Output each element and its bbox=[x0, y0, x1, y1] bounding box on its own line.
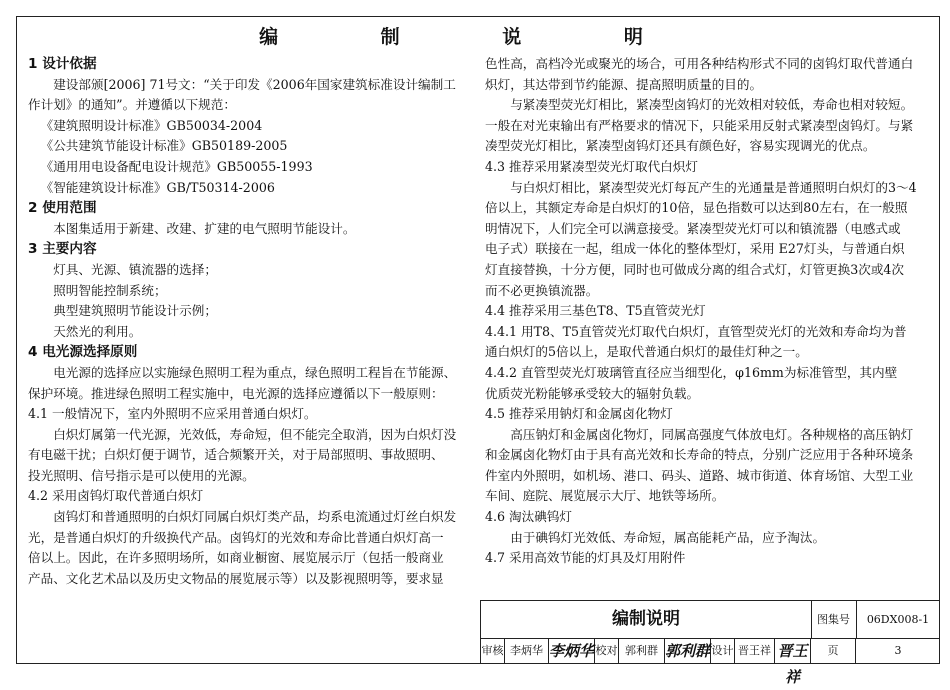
s43-line: 明情况下，人们完全可以满意接受。紧凑型荧光灯可以和镇流器（电感式或 bbox=[485, 220, 901, 236]
s441-line: 4.4.1 用T8、T5直管荧光灯取代白炽灯，直管型荧光灯的光效和寿命均为普 bbox=[485, 323, 907, 339]
s42-line: 倍以上。因此，在许多照明场所，如商业橱窗、展览展示厅（包括一般商业 bbox=[28, 550, 444, 566]
s45-line: 和金属卤化物灯由于具有高光效和长寿命的特点，分别广泛应用于各种环境条 bbox=[485, 447, 914, 463]
section-4-4-heading: 4.4 推荐采用三基色T8、T5直管荧光灯 bbox=[485, 303, 706, 319]
section-3-heading: 3 主要内容 bbox=[28, 241, 97, 258]
standard-item: 《通用用电设备配电设计规范》GB50055-1993 bbox=[40, 158, 313, 174]
designer-signature: 晋王祥 bbox=[775, 638, 811, 664]
s46-text: 由于碘钨灯光效低、寿命短，属高能耗产品，应予淘汰。 bbox=[510, 529, 826, 545]
s3-item: 照明智能控制系统； bbox=[53, 282, 167, 298]
s3-item: 灯具、光源、镇流器的选择； bbox=[53, 261, 217, 277]
s43-line: 倍以上，其额定寿命是白炽灯的10倍，显色指数可以达到80左右，在一般照 bbox=[485, 200, 908, 216]
s1-line: 作计划》的通知”。并遵循以下规范： bbox=[28, 97, 236, 113]
s42-line: 光，是普通白炽灯的升级换代产品。卤钨灯的光效和寿命比普通白炽灯高一 bbox=[28, 529, 444, 545]
title-block bbox=[480, 600, 939, 686]
s442-line: 优质荧光粉能够承受较大的辐射负载。 bbox=[485, 385, 700, 401]
standard-item: 《建筑照明设计标准》GB50034-2004 bbox=[40, 117, 263, 133]
check-label: 校对 bbox=[595, 638, 619, 664]
p2-line: 凑型荧光灯相比，紧凑型卤钨灯还具有颜色好，容易实现调光的优点。 bbox=[485, 138, 876, 154]
s442-line: 4.4.2 直管型荧光灯玻璃管直径应当细型化，φ16mm为标准管型，其内壁 bbox=[485, 364, 898, 380]
s3-item: 典型建筑照明节能设计示例； bbox=[53, 303, 217, 319]
title-block-row-1 bbox=[481, 601, 939, 639]
p1-line: 炽灯，其达带到节约能源、提高照明质量的目的。 bbox=[485, 76, 763, 92]
design-label: 设计 bbox=[711, 638, 735, 664]
checker-signature: 郭利群 bbox=[665, 638, 711, 664]
s45-line: 件室内外照明，如机场、港口、码头、道路、城市街道、体育场馆、大型工业 bbox=[485, 467, 914, 483]
title-block-name: 编制说明 bbox=[481, 601, 812, 638]
page-number: 3 bbox=[894, 644, 902, 657]
title-block-row-2 bbox=[481, 638, 939, 686]
reviewer-name: 李炳华 bbox=[505, 638, 549, 664]
section-1-heading: 1 设计依据 bbox=[28, 56, 97, 72]
section-4-7-heading: 4.7 采用高效节能的灯具及灯用附件 bbox=[485, 550, 686, 566]
s45-line: 高压钠灯和金属卤化物灯，同属高强度气体放电灯。各种规格的高压钠灯 bbox=[510, 426, 914, 442]
s43-line: 与白炽灯相比，紧凑型荧光灯每瓦产生的光通量是普通照明白炽灯的3～4 bbox=[510, 179, 917, 195]
page-label: 页 bbox=[811, 638, 856, 664]
review-label: 审核 bbox=[481, 638, 505, 664]
s4-line: 电光源的选择应以实施绿色照明工程为重点，绿色照明工程旨在节能源、 bbox=[53, 364, 457, 380]
designer-name: 晋王祥 bbox=[735, 638, 775, 664]
page-title: 编 制 说 明 bbox=[259, 26, 691, 48]
section-4-1-heading: 4.1 一般情况下，室内外照明不应采用普通白炽灯。 bbox=[28, 406, 317, 422]
s43-line: 电子式）联接在一起，组成一体化的整体型灯，采用 E27灯头，与普通白炽 bbox=[485, 241, 905, 257]
section-4-6-heading: 4.6 淘汰碘钨灯 bbox=[485, 509, 573, 525]
s441-line: 通白炽灯的5倍以上，是取代普通白炽灯的最佳灯种之一。 bbox=[485, 344, 808, 360]
section-4-3-heading: 4.3 推荐采用紧凑型荧光灯取代白炽灯 bbox=[485, 158, 698, 174]
section-4-heading: 4 电光源选择原则 bbox=[28, 344, 138, 361]
p2-line: 与紧凑型荧光灯相比，紧凑型卤钨灯的光效相对较低，寿命也相对较短。 bbox=[510, 97, 914, 113]
atlas-label: 图集号 bbox=[811, 601, 857, 638]
standard-item: 《智能建筑设计标准》GB/T50314-2006 bbox=[40, 179, 275, 195]
s3-item: 天然光的利用。 bbox=[53, 323, 142, 339]
s42-line: 卤钨灯和普通照明的白炽灯同属白炽灯类产品，均系电流通过灯丝白炽发 bbox=[53, 509, 457, 525]
atlas-number: 06DX008-1 bbox=[866, 613, 930, 626]
s43-line: 而不必更换镇流器。 bbox=[485, 282, 599, 298]
s2-text: 本图集适用于新建、改建、扩建的电气照明节能设计。 bbox=[53, 220, 356, 236]
s41-line: 有电磁干扰；白炽灯便于调节，适合频繁开关，对于局部照明、事故照明、 bbox=[28, 447, 444, 463]
right-column bbox=[485, 54, 931, 569]
s42-line: 产品、文化艺术品以及历史文物品的展览展示等）以及影视照明等，要求显 bbox=[28, 570, 444, 586]
s45-line: 车间、庭院、展览展示大厅、地铁等场所。 bbox=[485, 488, 725, 504]
section-2-heading: 2 使用范围 bbox=[28, 200, 97, 217]
p1-line: 色性高，高档冷光或聚光的场合，可用各种结构形式不同的卤钨灯取代普通白 bbox=[485, 56, 914, 71]
s4-line: 保护环境。推进绿色照明工程实施中，电光源的选择应遵循以下一般原则： bbox=[28, 385, 444, 401]
reviewer-signature: 李炳华 bbox=[549, 638, 595, 664]
s41-line: 白炽灯属第一代光源，光效低，寿命短，但不能完全取消，因为白炽灯没 bbox=[53, 426, 457, 442]
s41-line: 投光照明、信号指示是可以使用的光源。 bbox=[28, 467, 255, 483]
left-column bbox=[28, 54, 474, 589]
s1-line: 建设部颁[2006] 71号文：“关于印发《2006年国家建筑标准设计编制工 bbox=[53, 76, 456, 92]
p2-line: 一般在对光束输出有严格要求的情况下，只能采用反射式紧凑型卤钨灯。与紧 bbox=[485, 117, 914, 133]
standard-item: 《公共建筑节能设计标准》GB50189-2005 bbox=[40, 138, 288, 154]
s43-line: 灯直接替换，十分方便，同时也可做成分离的组合式灯，灯管更换3次或4次 bbox=[485, 261, 905, 277]
section-4-5-heading: 4.5 推荐采用钠灯和金属卤化物灯 bbox=[485, 406, 673, 422]
section-4-2-heading: 4.2 采用卤钨灯取代普通白炽灯 bbox=[28, 488, 204, 504]
checker-name: 郭利群 bbox=[619, 638, 665, 664]
